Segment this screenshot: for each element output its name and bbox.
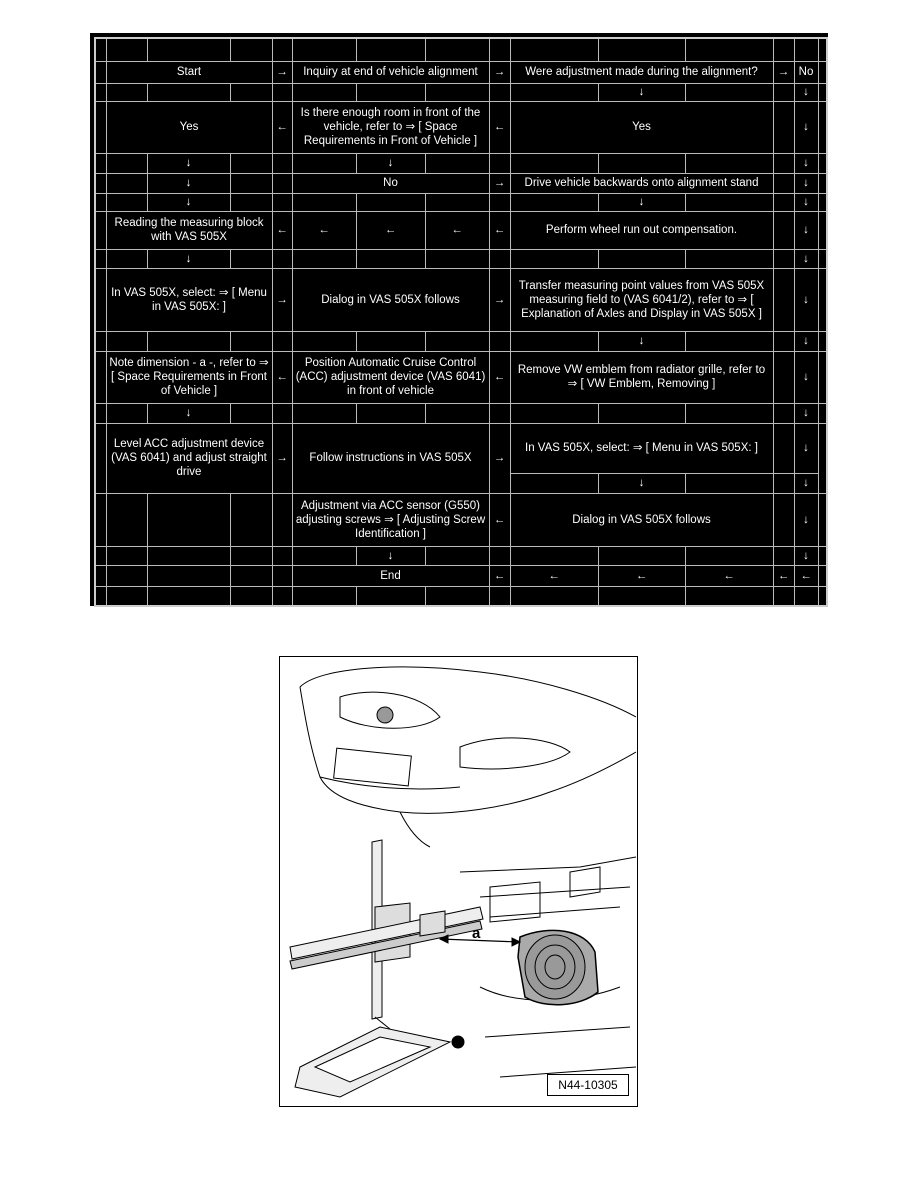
flow-cell: → [272,61,292,83]
flow-cell: ← [685,565,773,586]
flow-cell [95,331,106,351]
flow-row [95,153,827,173]
flow-row [95,423,827,473]
flow-cell [773,473,794,493]
flow-cell: → [272,268,292,331]
flow-cell: → [489,423,510,493]
flow-cell: → [489,173,510,193]
flow-cell [95,249,106,268]
flowchart [90,33,828,606]
flow-cell [425,546,489,565]
flow-cell [147,546,230,565]
flow-cell [489,83,510,101]
flow-row [95,268,827,331]
flow-cell [292,38,356,61]
flow-cell: ↓ [794,546,818,565]
flow-cell [272,173,292,193]
flow-cell [794,38,818,61]
flow-cell [818,331,827,351]
flow-cell: ← [425,211,489,249]
flow-row [95,249,827,268]
flow-cell: Position Automatic Cruise Control (ACC) adjustment device (VAS 6041) in front of vehicle [292,351,489,403]
flow-cell [272,153,292,173]
flow-row [95,211,827,249]
flow-row [95,586,827,606]
flow-cell [489,586,510,606]
flow-cell [818,565,827,586]
flow-row [95,493,827,546]
flow-row [95,351,827,403]
flow-cell [292,193,356,211]
flow-cell [685,153,773,173]
flow-cell [510,331,598,351]
flow-cell [147,331,230,351]
flow-cell: Dialog in VAS 505X follows [510,493,773,546]
flow-cell [356,331,425,351]
flow-cell [425,193,489,211]
flow-cell [685,546,773,565]
flow-cell [106,173,147,193]
flow-cell [356,38,425,61]
flow-cell [292,403,356,423]
flow-cell [230,546,272,565]
flow-cell [272,193,292,211]
flow-cell [230,403,272,423]
flow-cell: ← [356,211,425,249]
flow-cell: ↓ [794,211,818,249]
flow-cell: Reading the measuring block with VAS 505X [106,211,272,249]
flow-cell [292,153,356,173]
flow-cell: ↓ [794,493,818,546]
flow-cell: ↓ [356,546,425,565]
flow-cell [95,101,106,153]
flow-cell [685,473,773,493]
flow-cell [598,38,685,61]
flow-cell [230,83,272,101]
flow-cell [818,61,827,83]
flow-cell [272,546,292,565]
car-and-adjustment-device-drawing [280,657,637,1106]
flow-cell: ↓ [794,268,818,331]
flow-cell: ↓ [598,331,685,351]
flow-cell [773,249,794,268]
flow-cell [106,38,147,61]
flow-cell [489,249,510,268]
flow-cell [685,249,773,268]
flow-cell [773,586,794,606]
flow-cell: No [292,173,489,193]
illustration-acc-adjustment [279,656,638,1107]
flow-cell [272,249,292,268]
flow-cell [818,153,827,173]
flow-cell [773,193,794,211]
flow-cell [106,586,147,606]
flow-cell [95,546,106,565]
flow-cell [95,493,106,546]
flow-cell: → [272,423,292,493]
flow-cell: ↓ [147,193,230,211]
flow-cell [230,249,272,268]
flow-cell [272,493,292,546]
flow-cell [510,586,598,606]
flow-cell [147,586,230,606]
flow-cell [272,38,292,61]
flow-cell [106,493,147,546]
flow-cell [106,546,147,565]
flow-row [95,546,827,565]
flow-cell [272,331,292,351]
flow-cell [818,351,827,403]
flow-cell [230,586,272,606]
flow-cell [598,546,685,565]
flow-cell [818,493,827,546]
flow-cell [95,351,106,403]
flow-cell [272,565,292,586]
flow-cell: → [489,61,510,83]
flow-cell [106,403,147,423]
flow-cell [510,473,598,493]
flow-cell [773,546,794,565]
flow-cell [818,546,827,565]
dimension-a-label: a [472,925,481,942]
flow-cell: Dialog in VAS 505X follows [292,268,489,331]
flow-cell: ← [489,101,510,153]
flow-cell [147,38,230,61]
flow-cell [773,211,794,249]
flow-cell [510,546,598,565]
flow-cell [230,193,272,211]
flow-cell: ↓ [794,193,818,211]
flow-cell: ↓ [794,423,818,473]
flow-cell [425,586,489,606]
flow-row [95,61,827,83]
flow-cell: → [773,61,794,83]
flow-cell [95,61,106,83]
flow-cell: End [292,565,489,586]
flow-cell: ↓ [794,331,818,351]
flow-cell [818,423,827,493]
flow-cell [510,193,598,211]
flow-cell: No [794,61,818,83]
flow-cell [230,331,272,351]
flow-cell [685,193,773,211]
flow-cell [489,403,510,423]
flow-cell [489,38,510,61]
flow-row [95,173,827,193]
flow-cell [685,586,773,606]
flow-cell [356,193,425,211]
flow-cell: ↓ [147,403,230,423]
flow-cell: ↓ [598,193,685,211]
flow-row [95,565,827,586]
flow-cell: ← [489,211,510,249]
flow-cell [425,38,489,61]
flow-cell [292,83,356,101]
flow-cell: Adjustment via ACC sensor (G550) adjusting screws ⇒ [ Adjusting Screw Identification ] [292,493,489,546]
flow-cell: ← [489,493,510,546]
flow-cell: Level ACC adjustment device (VAS 6041) and adjust straight drive [106,423,272,493]
flow-cell: ↓ [147,153,230,173]
flow-cell [230,565,272,586]
flow-cell: ← [794,565,818,586]
flow-cell: ↓ [598,83,685,101]
flow-cell [685,83,773,101]
flow-cell [510,83,598,101]
flow-cell: ↓ [794,173,818,193]
flow-cell [773,351,794,403]
flow-cell [773,38,794,61]
flow-cell [598,403,685,423]
flow-cell [292,586,356,606]
flow-cell [510,153,598,173]
flow-cell [425,403,489,423]
flow-cell [818,249,827,268]
flow-cell [773,423,794,473]
flow-cell [818,173,827,193]
flow-cell [489,193,510,211]
flow-cell: Remove VW emblem from radiator grille, refer to ⇒ [ VW Emblem, Removing ] [510,351,773,403]
flow-cell [489,331,510,351]
flow-cell [230,38,272,61]
flow-cell: ← [272,211,292,249]
flow-cell [95,423,106,493]
flow-cell [95,38,106,61]
flow-cell [95,153,106,173]
flow-cell [773,331,794,351]
flow-cell [292,546,356,565]
flow-row [95,331,827,351]
flow-cell: Drive vehicle backwards onto alignment stand [510,173,773,193]
flow-cell [818,268,827,331]
flow-cell: ← [272,101,292,153]
flow-cell [106,565,147,586]
flow-cell [818,101,827,153]
flow-cell [818,403,827,423]
flow-row [95,193,827,211]
flow-cell: ← [489,351,510,403]
flow-row [95,403,827,423]
flow-cell [356,403,425,423]
flow-cell [292,331,356,351]
flow-cell [95,268,106,331]
flow-cell [598,586,685,606]
flow-cell [272,83,292,101]
flow-cell [425,249,489,268]
flow-row [95,83,827,101]
flow-cell [106,331,147,351]
flow-cell: Is there enough room in front of the vehicle, refer to ⇒ [ Space Requirements in Front of Vehicle ] [292,101,489,153]
flow-cell [147,565,230,586]
flow-cell [95,173,106,193]
flow-cell [773,173,794,193]
flow-cell [356,249,425,268]
flow-cell [598,153,685,173]
flow-cell [489,153,510,173]
flow-cell [106,193,147,211]
flow-cell: ↓ [598,473,685,493]
flow-cell: Perform wheel run out compensation. [510,211,773,249]
flow-cell [95,403,106,423]
flow-cell: ↓ [794,153,818,173]
flow-cell: ↓ [794,351,818,403]
flow-cell: Yes [510,101,773,153]
flow-cell [95,83,106,101]
flow-cell [818,193,827,211]
flow-cell: ↓ [794,403,818,423]
flow-cell [489,546,510,565]
flow-cell [818,38,827,61]
flow-row [95,38,827,61]
flow-cell [106,249,147,268]
flow-cell: ↓ [794,83,818,101]
flow-cell: ← [773,565,794,586]
flow-cell [510,403,598,423]
figure-code: N44-10305 [547,1074,629,1096]
flow-cell [356,586,425,606]
flow-cell [773,268,794,331]
flow-cell: Were adjustment made during the alignment? [510,61,773,83]
flow-cell: ↓ [147,249,230,268]
flow-cell [230,173,272,193]
flow-cell [356,83,425,101]
flow-cell [95,565,106,586]
flow-cell [95,193,106,211]
flow-cell: Transfer measuring point values from VAS 505X measuring field to (VAS 6041/2), refer to ⇒ [ Explanation of Axles and Display in VAS 505X ] [510,268,773,331]
flow-cell [818,586,827,606]
flow-cell: ← [272,351,292,403]
flow-cell [685,38,773,61]
flow-cell [106,153,147,173]
flow-cell [106,83,147,101]
flow-cell: ← [292,211,356,249]
flow-cell: Inquiry at end of vehicle alignment [292,61,489,83]
flow-cell [147,83,230,101]
flow-cell: In VAS 505X, select: ⇒ [ Menu in VAS 505X: ] [510,423,773,473]
flow-cell [818,211,827,249]
flow-cell: ↓ [794,473,818,493]
flow-cell [272,403,292,423]
flow-cell [773,83,794,101]
flow-cell [818,83,827,101]
flow-cell: ↓ [794,249,818,268]
flow-cell: ↓ [147,173,230,193]
flow-cell: ← [510,565,598,586]
flow-cell [685,331,773,351]
flow-cell: ↓ [794,101,818,153]
flow-cell [425,331,489,351]
flow-cell: Follow instructions in VAS 505X [292,423,489,493]
flow-cell: In VAS 505X, select: ⇒ [ Menu in VAS 505X: ] [106,268,272,331]
flow-cell: Yes [106,101,272,153]
flowchart-table [94,37,828,607]
flow-cell [510,38,598,61]
flow-cell [95,586,106,606]
flow-cell [773,153,794,173]
flow-cell [598,249,685,268]
flow-cell: → [489,268,510,331]
flow-cell [685,403,773,423]
flow-cell [95,211,106,249]
flow-cell [773,101,794,153]
flow-cell [773,403,794,423]
flow-cell [292,249,356,268]
flow-cell [147,493,230,546]
flow-cell: Start [106,61,272,83]
flow-cell [230,153,272,173]
flow-cell [230,493,272,546]
flow-cell [510,249,598,268]
flow-cell [425,153,489,173]
flow-row [95,101,827,153]
flow-cell [794,586,818,606]
flow-cell [773,493,794,546]
flow-cell: Note dimension - a -, refer to ⇒ [ Space Requirements in Front of Vehicle ] [106,351,272,403]
flow-cell: ← [489,565,510,586]
flow-cell [425,83,489,101]
flow-cell: ↓ [356,153,425,173]
flow-cell [272,586,292,606]
flow-cell: ← [598,565,685,586]
